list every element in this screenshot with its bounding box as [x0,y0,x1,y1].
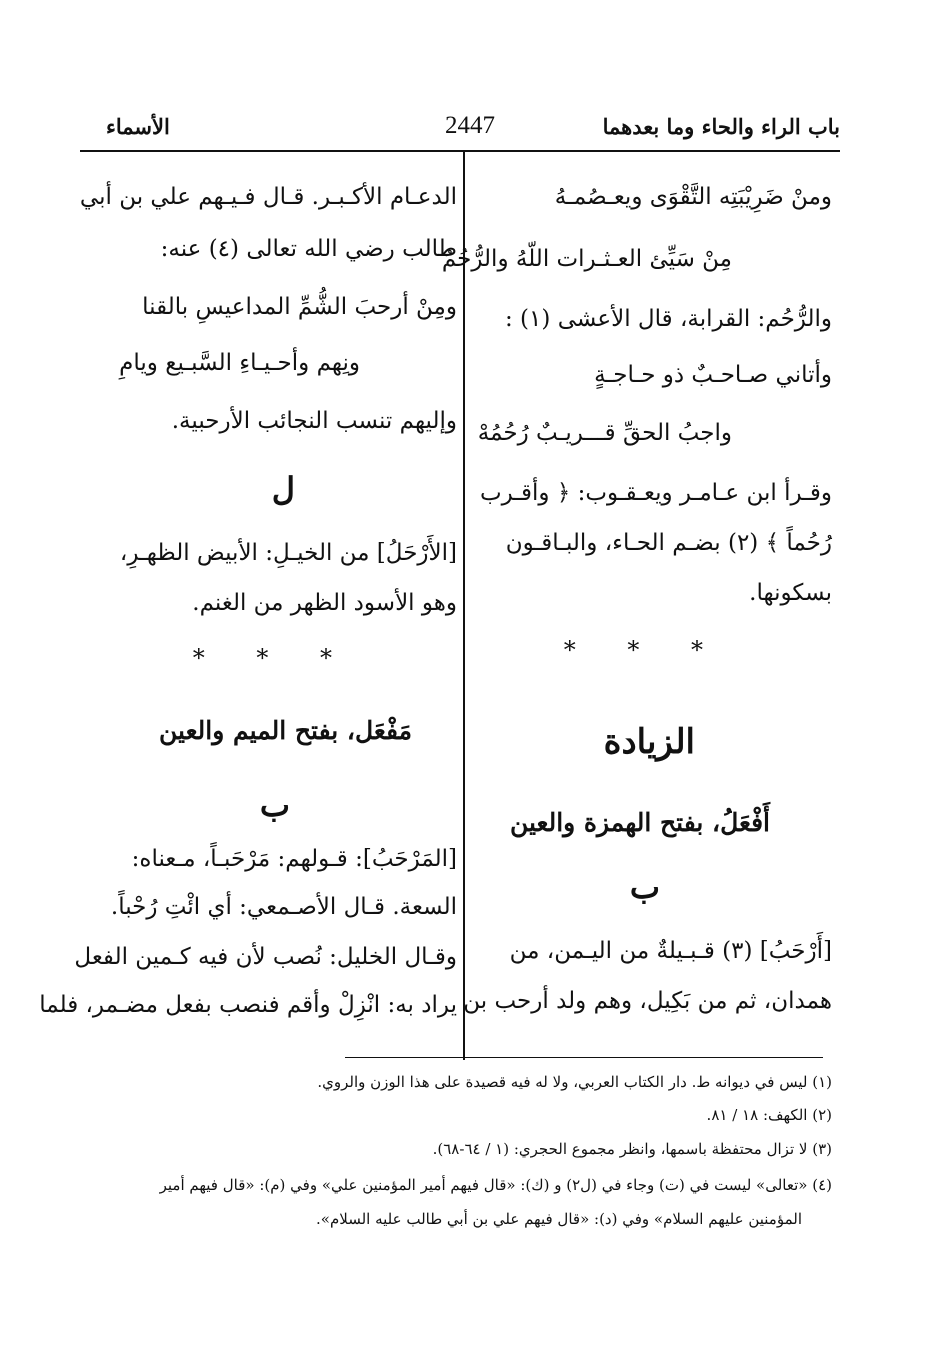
column-separator [463,152,465,1060]
entry-line: [المَرْحَبُ]: قـولهم: مَرْحَبـاً، مـعناه: [131,846,457,872]
footnote: (٣) لا تزال محتفظة باسمها، وانظر مجموع الحجري: (١ / ٦٤-٦٨). [432,1140,832,1158]
footnote: المؤمنين عليهم السلام» وفي (د): «قال فيهم علي بن أبي طالب عليه السلام». [316,1210,802,1228]
text-line: وإليهم تنسب النجائب الأرحبية. [171,408,457,434]
footnote: (٢) الكهف: ١٨ / ٨١. [706,1106,832,1124]
subsection-title: أَفْعَلُ، بفتح الهمزة والعين [509,808,770,837]
footnote: (١) ليس في ديوانه ط. دار الكتاب العربي، ولا له فيه قصيدة على هذا الوزن والروي. [317,1073,832,1091]
verse-line: ومِنْ أرحبَ الشُّمِّ المداعيسِ بالقنا [142,294,457,320]
footnote: (٤) «تعالى» ليست في (ت) وجاء في (ل٢) و (ك): «قال فيهم أمير المؤمنين علي» وفي (م): «قال فيهم أمير [159,1176,832,1194]
section-title: الزيادة [603,722,695,762]
header-rule [80,150,840,152]
text-line: والرُّحُم: القرابة، قال الأعشى (١) : [505,306,832,332]
text-line: بسكونها. [749,580,832,606]
verse-line: واجبُ الحقِّ قـــريـبٌ رُحُمُهْ [477,420,732,446]
text-line: رُحُماً ﴾ (٢) بضـم الحـاء، والبـاقـون [505,530,832,556]
running-title-left: الأسماء [106,114,170,139]
text-line: الدعـام الأكـبـر. قـال فـيـهم علي بن أبي [79,184,457,210]
entry-line: وهو الأسود الظهر من الغنم. [192,590,457,616]
entry-line: وقـال الخليل: نُصب لأن فيه كـمين الفعل [74,944,457,970]
section-stars: * * * [563,636,725,664]
entry-line: [أَرْحَبُ] (٣) قـبـيلةٌ من اليـمن، من [509,938,832,964]
entry-line: [الأَرْحَلُ] من الخيـلِ: الأبيض الظهـرِ، [119,540,457,566]
entry-line: يراد به: انْزِلْ وأقم فنصب بفعل مضـمر، فلما [39,992,457,1018]
verse-line: مِنْ سَيِّئ العـثـرات اللّهُ والرُّحُمُ [441,246,732,272]
letter-heading: ب [259,786,290,824]
entry-line: السعة. قـال الأصـمعي: أي ائْتِ رُحْباً. [110,894,457,920]
entry-line: همدان، ثم من بَكِيل، وهم ولد أرحب بن [463,988,832,1014]
text-line: وقـرأ ابن عـامـر ويعـقـوب: ﴿ وأقـرب [479,480,832,506]
verse-line: ونِهم وأحـيـاءِ السَّبـيع ويامِ [119,350,360,376]
footnote-rule [345,1057,823,1058]
page-number: 2447 [445,112,495,139]
text-line: طالب رضي الله تعالى (٤) عنه: [160,236,457,262]
letter-heading: ل [271,470,295,508]
section-stars: * * * [192,644,354,672]
letter-heading: ب [629,868,660,906]
subsection-title: مَفْعَل، بفتح الميم والعين [159,716,412,745]
running-title-right: باب الراء والحاء وما بعدهما [602,114,840,139]
verse-line: ومنْ ضَرِيْبَتِه التَّقْوَى ويعـصُمـهُ [554,184,832,210]
verse-line: وأتاني صـاحـبٌ ذو حـاجـةٍ [594,362,832,388]
